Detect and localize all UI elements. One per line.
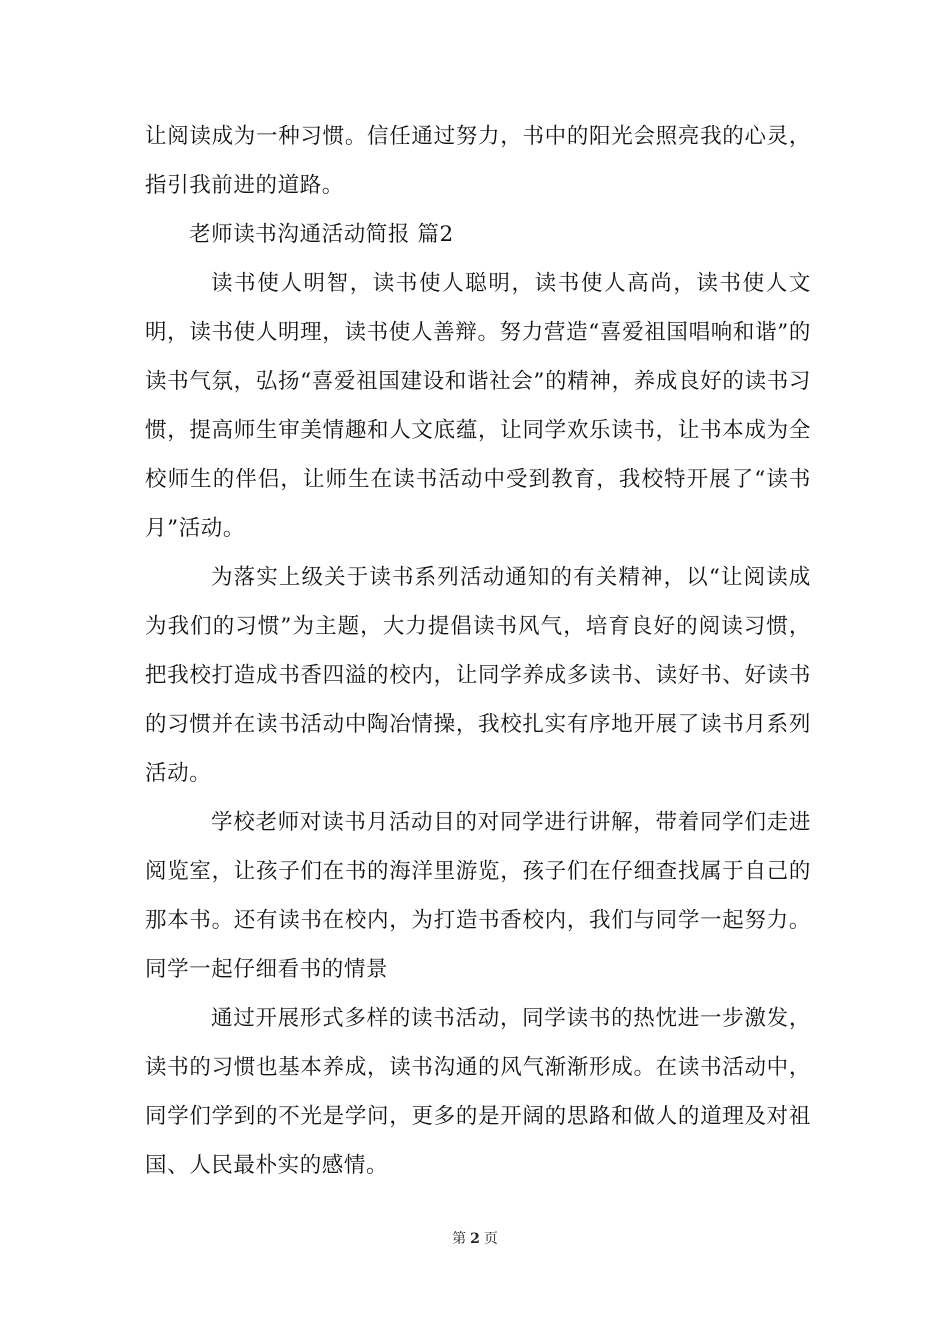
paragraph-theme: 为落实上级关于读书系列活动通知的有关精神，以“让阅读成为我们的习惯”为主题，大力提倡读书风气，培育良好的阅读习惯，把我校打造成书香四溢的校内，让同学养成多读书、读好书、好读书的习惯并在读书活动中陶冶情操，我校扎实有序地开展了读书月系列活动。 (145, 565, 811, 786)
paragraph-continuation: 让阅读成为一种习惯。信任通过努力，书中的阳光会照亮我的心灵，指引我前进的道路。 (145, 124, 811, 198)
paragraph-activities: 学校老师对读书月活动目的对同学进行讲解，带着同学们走进阅览室，让孩子们在书的海洋里游览，孩子们在仔细查找属于自己的那本书。还有读书在校内，为打造书香校内，我们与同学一起努力。同学一起仔细看书的情景 (145, 810, 811, 982)
document-body (145, 112, 811, 1190)
paragraph-results: 通过开展形式多样的读书活动，同学读书的热忱进一步激发，读书的习惯也基本养成，读书沟通的风气渐渐形成。在读书活动中，同学们学到的不光是学问，更多的是开阔的思路和做人的道理及对祖国、人民最朴实的感情。 (145, 1006, 811, 1178)
page-number-prefix: 第 (452, 1231, 467, 1247)
paragraph-intro: 读书使人明智，读书使人聪明，读书使人高尚，读书使人文明，读书使人明理，读书使人善辩。努力营造“喜爱祖国唱响和谐”的读书气氛，弘扬“喜爱祖国建设和谐社会”的精神，养成良好的读书习惯，提高师生审美情趣和人文底蕴，让同学欢乐读书，让书本成为全校师生的伴侣，让师生在读书活动中受到教育，我校特开展了“读书月”活动。 (145, 271, 811, 541)
page-footer (0, 1229, 950, 1249)
section-heading: 老师读书沟通活动简报 篇2 (189, 222, 454, 247)
page-number: 2 (470, 1231, 480, 1247)
page-number-suffix: 页 (483, 1231, 498, 1247)
